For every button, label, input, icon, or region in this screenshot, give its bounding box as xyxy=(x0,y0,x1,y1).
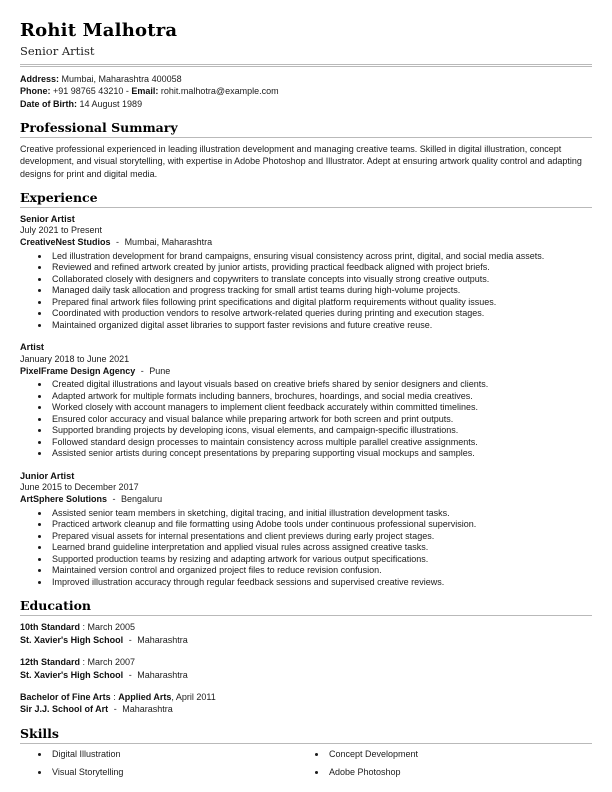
experience-heading: Experience xyxy=(20,190,592,208)
skill-item: • Adobe Photoshop xyxy=(327,767,592,779)
summary-heading: Professional Summary xyxy=(20,120,592,138)
school-location: Maharashtra xyxy=(137,635,188,646)
degree-date-separator: : xyxy=(80,657,88,668)
job-entry xyxy=(20,341,592,460)
bullet-item: • Reviewed and refined artwork created by junior artists, providing practical feedback aligned with project briefs. xyxy=(50,262,592,274)
bullet-item: • Adapted artwork for multiple formats including banners, brochures, hoardings, and social media creatives. xyxy=(50,391,592,403)
summary-text: Creative professional experienced in leading illustration development and managing creative teams. Skilled in digital illustration, concept development, and visual storytelling, with expertise in Adobe Photoshop and Illustrator. Adept at ensuring artwork quality control and adapting designs for print and digital media. xyxy=(20,143,582,179)
field-date-separator: , xyxy=(171,691,176,702)
contact-info xyxy=(20,73,592,110)
bullet-item: • Coordinated with production vendors to resolve artwork-related queries during printing and execution stages. xyxy=(50,308,592,320)
bullet-item: • Prepared final artwork files following print specifications and digital platform requirements without quality issues. xyxy=(50,297,592,309)
job-title: Junior Artist xyxy=(20,470,75,481)
candidate-title: Senior Artist xyxy=(20,43,95,58)
education-entry xyxy=(20,656,592,682)
bullet-item: • Practiced artwork cleanup and file formatting using Adobe tools under continuous professional supervision. xyxy=(50,519,592,531)
job-title: Artist xyxy=(20,342,44,353)
email-value: rohit.malhotra@example.com xyxy=(160,86,279,97)
address-value: Mumbai, Maharashtra 400058 xyxy=(61,74,182,85)
school-location: Maharashtra xyxy=(137,669,188,680)
school-location-separator: - xyxy=(128,635,132,646)
company-location: Mumbai, Maharashtra xyxy=(124,237,213,247)
job-company-line xyxy=(20,366,592,378)
resume-header xyxy=(20,21,592,58)
degree-date: March 2005 xyxy=(87,622,136,633)
company-name: CreativeNest Studios xyxy=(20,237,111,247)
job-dates: July 2021 to Present xyxy=(20,225,103,236)
job-title: Senior Artist xyxy=(20,213,75,224)
bullet-item: • Assisted senior team members in sketching, digital tracing, and initial illustration development tasks. xyxy=(50,508,592,520)
bullet-item: • Managed daily task allocation and progress tracking for small artist teams during high-volume projects. xyxy=(50,285,592,297)
job-bullets xyxy=(20,508,592,589)
job-company-line xyxy=(20,494,592,506)
education-section xyxy=(20,598,592,716)
bullet-item: • Improved illustration accuracy through regular feedback sessions and supervised creative reviews. xyxy=(50,577,592,589)
bullet-item: • Led illustration development for brand campaigns, ensuring visual consistency across print, digital, and social media assets. xyxy=(50,251,592,263)
degree-date: April 2011 xyxy=(175,691,216,702)
skills-section xyxy=(20,726,592,784)
company-location-separator: - xyxy=(116,237,120,247)
bullet-item: • Maintained organized digital asset libraries to support faster revisions and future creative reuse. xyxy=(50,320,592,332)
school-name: St. Xavier's High School xyxy=(20,635,124,646)
skill-item: • Visual Storytelling xyxy=(50,767,315,779)
job-company-line xyxy=(20,237,592,249)
company-location: Pune xyxy=(149,365,171,376)
company-location: Bengaluru xyxy=(121,494,163,504)
education-entry xyxy=(20,621,592,647)
bullet-item: • Worked closely with account managers to implement client feedback accurately within committed timelines. xyxy=(50,402,592,414)
contact-dob-line xyxy=(20,98,592,110)
school-location-separator: - xyxy=(128,669,132,680)
experience-section xyxy=(20,190,592,589)
phone-value: +91 98765 43210 xyxy=(53,86,124,97)
bullet-item: • Supported production teams by resizing and adapting artwork for various output specifications. xyxy=(50,554,592,566)
company-name: PixelFrame Design Agency xyxy=(20,365,136,376)
education-entry xyxy=(20,691,592,717)
degree-name: 12th Standard xyxy=(20,657,81,668)
skills-list xyxy=(20,749,592,784)
school-location-separator: - xyxy=(113,704,117,715)
bullet-item: • Supported branding projects by developing icons, visual elements, and campaign-specific illustrations. xyxy=(50,425,592,437)
job-entry xyxy=(20,213,592,332)
school-line xyxy=(20,634,592,647)
school-name: Sir J.J. School of Art xyxy=(20,704,109,715)
bullet-item: • Ensured color accuracy and visual balance while preparing artwork for both screen and print outputs. xyxy=(50,414,592,426)
skills-heading: Skills xyxy=(20,726,592,744)
job-bullets xyxy=(20,379,592,460)
bullet-item: • Collaborated closely with designers and copywriters to translate concepts into visually strong creative outputs. xyxy=(50,274,592,286)
school-line xyxy=(20,703,592,716)
dob-value: 14 August 1989 xyxy=(79,98,143,109)
phone-label: Phone: xyxy=(20,86,51,97)
contact-address-line xyxy=(20,73,592,85)
school-name: St. Xavier's High School xyxy=(20,669,124,680)
bullet-item: • Created digital illustrations and layout visuals based on creative briefs shared by senior designers and clients. xyxy=(50,379,592,391)
school-location: Maharashtra xyxy=(122,704,173,715)
company-location-separator: - xyxy=(112,494,116,504)
school-line xyxy=(20,669,592,682)
job-entry xyxy=(20,470,592,589)
candidate-name: Rohit Malhotra xyxy=(20,20,178,41)
dob-label: Date of Birth: xyxy=(20,98,77,109)
education-heading: Education xyxy=(20,598,592,616)
header-divider xyxy=(20,64,592,67)
degree-name: Bachelor of Fine Arts xyxy=(20,691,111,702)
degree-line xyxy=(20,691,592,704)
degree-line xyxy=(20,621,592,634)
degree-field: Applied Arts xyxy=(118,691,172,702)
job-dates: January 2018 to June 2021 xyxy=(20,353,130,364)
degree-field-separator: : xyxy=(110,691,119,702)
job-bullets xyxy=(20,251,592,332)
degree-name: 10th Standard xyxy=(20,622,81,633)
degree-date: March 2007 xyxy=(87,657,136,668)
bullet-item: • Followed standard design processes to maintain consistency across multiple parallel creative assignments. xyxy=(50,437,592,449)
company-name: ArtSphere Solutions xyxy=(20,494,108,504)
bullet-item: • Assisted senior artists during concept presentations by preparing supporting visual mockups and samples. xyxy=(50,448,592,460)
bullet-item: • Maintained version control and organized project files to reduce revision confusion. xyxy=(50,565,592,577)
bullet-item: • Prepared visual assets for internal presentations and client previews during early project stages. xyxy=(50,531,592,543)
address-label: Address: xyxy=(20,74,60,85)
email-label: Email: xyxy=(131,86,159,97)
degree-line xyxy=(20,656,592,669)
bullet-item: • Learned brand guideline interpretation and applied visual rules across assigned creative tasks. xyxy=(50,542,592,554)
summary-section xyxy=(20,120,592,180)
degree-date-separator: : xyxy=(80,622,88,633)
company-location-separator: - xyxy=(140,365,144,376)
contact-phone-email-line xyxy=(20,85,592,97)
job-dates: June 2015 to December 2017 xyxy=(20,482,139,493)
skill-item: • Concept Development xyxy=(327,749,592,761)
phone-email-separator: - xyxy=(125,86,129,97)
skill-item: • Digital Illustration xyxy=(50,749,315,761)
